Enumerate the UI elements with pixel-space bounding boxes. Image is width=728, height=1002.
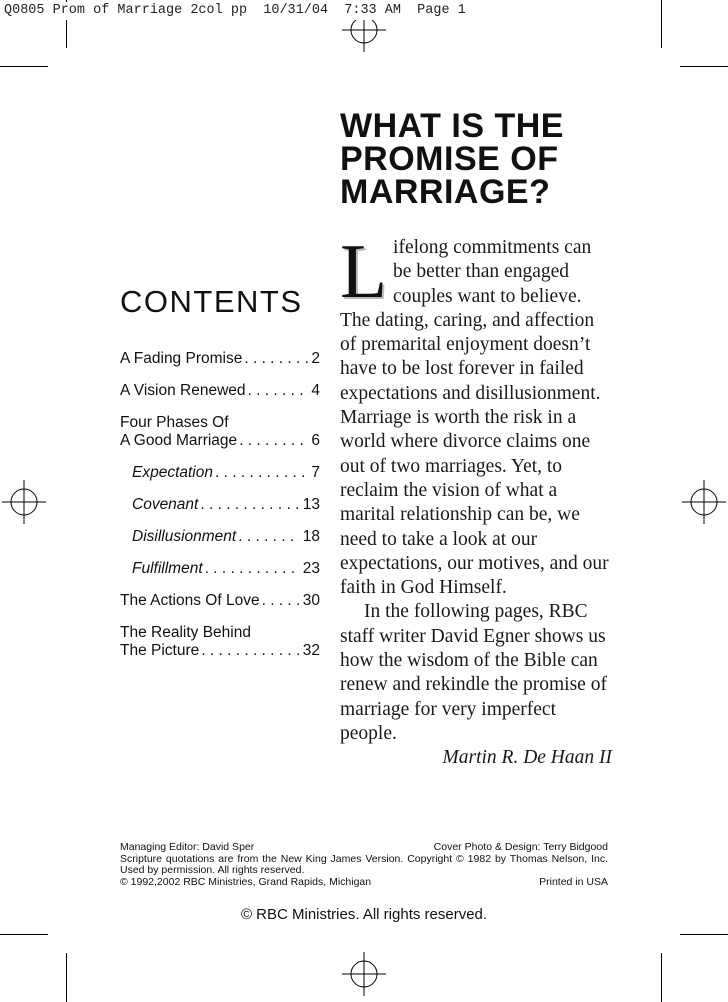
toc-page: 13	[302, 496, 320, 513]
footer-copyright: © RBC Ministries. All rights reserved.	[240, 906, 488, 923]
table-of-contents	[120, 350, 320, 660]
toc-label-line1: The Reality Behind	[120, 624, 251, 641]
toc-label: The Picture	[120, 642, 200, 659]
toc-leader	[199, 642, 299, 660]
toc-entry[interactable]	[120, 624, 320, 660]
toc-label: A Fading Promise	[120, 350, 243, 367]
credits	[120, 842, 608, 888]
toc-page: 18	[302, 528, 320, 545]
toc-page: 4	[311, 382, 320, 399]
toc-entry[interactable]	[120, 414, 320, 450]
toc-subentry[interactable]	[120, 496, 320, 514]
scripture-notice: Scripture quotations are from the New King James Version. Copyright © 1982 by Thomas Nelson, Inc. Used by permission. All rights reserved.	[120, 852, 608, 876]
paragraph-2: In the following pages, RBC staff writer David Egner shows us how the wisdom of the Bible can renew and rekindle the promise of marriage for very imperfect people.	[340, 601, 607, 744]
drop-cap: L	[340, 228, 388, 314]
toc-label: Expectation	[132, 464, 213, 481]
article-heading: WHAT IS THE PROMISE OF MARRIAGE?	[340, 107, 564, 211]
toc-leader	[203, 560, 300, 578]
toc-leader	[237, 432, 308, 450]
toc-page: 2	[311, 350, 320, 367]
toc-page: 6	[311, 432, 320, 449]
toc-label: A Good Marriage	[120, 432, 238, 449]
toc-leader	[213, 464, 308, 482]
toc-label: The Actions Of Love	[120, 592, 260, 609]
printer-slug: Q0805 Prom of Marriage 2col pp 10/31/04 7:33 AM Page 1	[4, 3, 466, 18]
toc-label: Disillusionment	[132, 528, 237, 545]
toc-page: 7	[311, 464, 320, 481]
toc-entry[interactable]	[120, 350, 320, 368]
toc-page: 23	[302, 560, 320, 577]
signature: Martin R. De Haan II	[442, 747, 612, 769]
toc-page: 30	[302, 592, 320, 609]
toc-leader	[246, 382, 309, 400]
toc-subentry[interactable]	[120, 560, 320, 578]
toc-leader	[236, 528, 300, 546]
toc-page: 32	[302, 642, 320, 659]
registration-mark-left	[2, 480, 46, 524]
article-body	[340, 228, 612, 771]
toc-subentry[interactable]	[120, 528, 320, 546]
toc-subentry[interactable]	[120, 464, 320, 482]
registration-mark-right	[682, 480, 726, 524]
toc-label: Fulfillment	[132, 560, 203, 577]
paragraph-1: ifelong commitments can be better than engaged couples want to believe. The dating, caring, and affection of premarital enjoyment doesn’t have to be lost forever in failed expectations and disillusionment. Marriage is worth the risk in a world where divorce claims one out of two marriages. Yet, to reclaim the vision of what a marital relationship can be, we need to take a look at our expectations, our motives, and our faith in God Himself.	[340, 237, 609, 599]
registration-mark-bottom	[342, 952, 386, 996]
managing-editor: Managing Editor: David Sper	[120, 841, 255, 853]
toc-entry[interactable]	[120, 592, 320, 610]
toc-leader	[242, 350, 308, 368]
toc-leader	[198, 496, 299, 514]
toc-label-line1: Four Phases Of	[120, 414, 229, 431]
cover-credit: Cover Photo & Design: Terry Bidgood	[433, 841, 608, 853]
contents-title: CONTENTS	[120, 284, 303, 319]
copyright-line: © 1992,2002 RBC Ministries, Grand Rapids, Michigan	[120, 875, 372, 888]
toc-leader	[260, 592, 300, 610]
toc-label: A Vision Renewed	[120, 382, 246, 399]
toc-entry[interactable]	[120, 382, 320, 400]
printed-in: Printed in USA	[539, 875, 608, 888]
toc-label: Covenant	[132, 496, 199, 513]
